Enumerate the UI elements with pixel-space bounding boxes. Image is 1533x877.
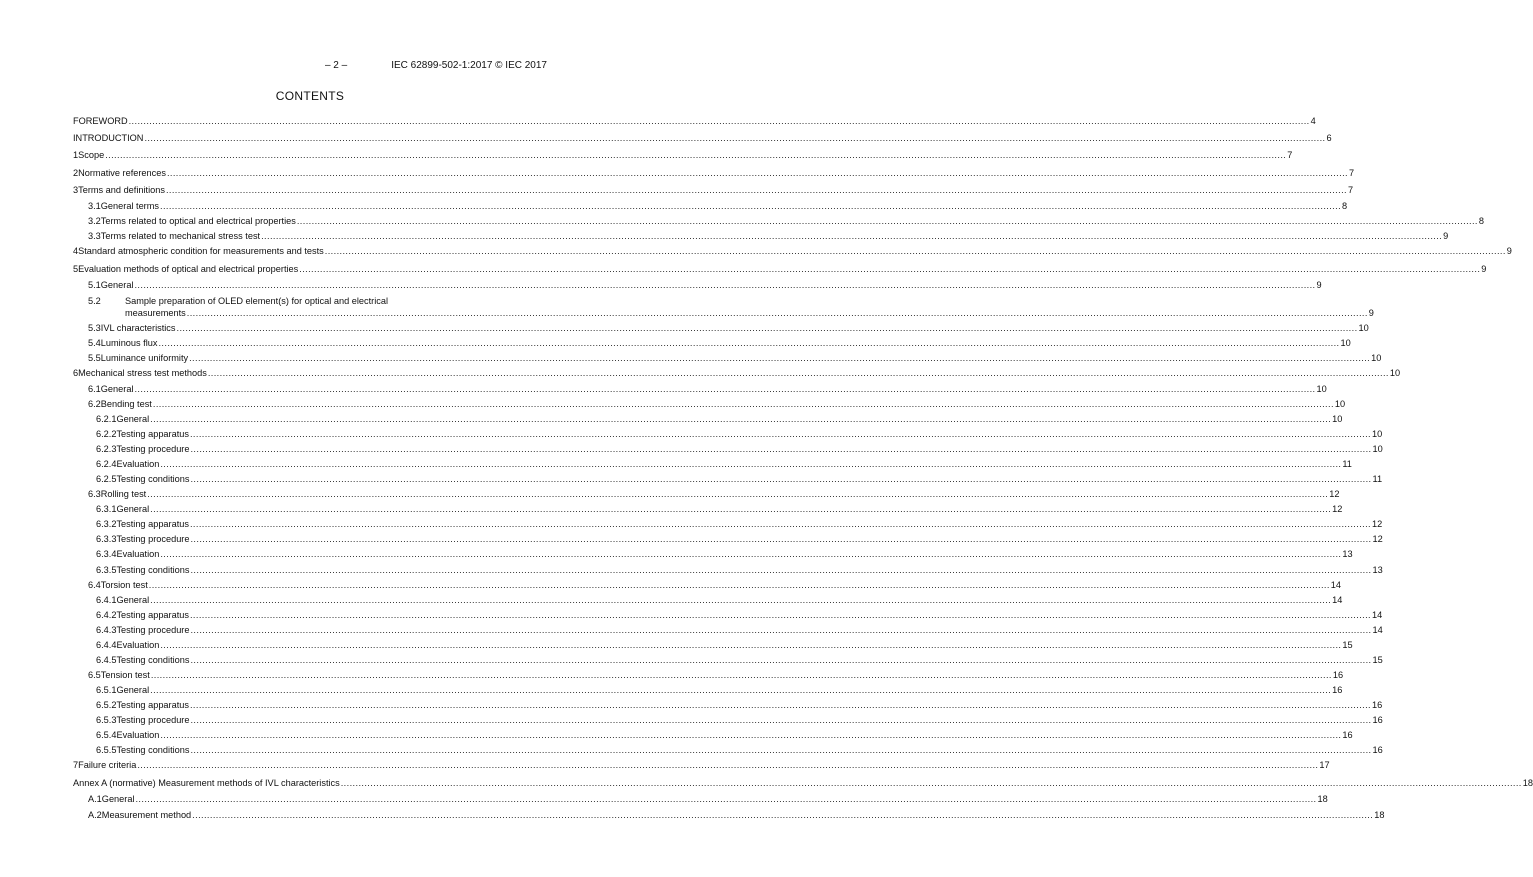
toc-entry[interactable] [73,414,1343,424]
toc-leader-dots: ................................................................................................................................................................................................................................................................................................................................................................................................................ [160,730,1342,740]
toc-entry-page: 10 [1371,353,1382,363]
toc-entry-number: 6.5.3 [96,715,117,725]
toc-entry-title: Testing conditions [116,474,190,484]
toc-entry[interactable] [73,640,1353,650]
toc-leader-dots: ................................................................................................................................................................................................................................................................................................................................................................................................................ [207,368,1389,378]
toc-entry[interactable] [73,730,1353,740]
toc-leader-dots: ................................................................................................................................................................................................................................................................................................................................................................................................................ [261,231,1443,241]
toc-entry-title: Testing procedure [116,715,190,725]
toc-entry-title: General terms [100,201,159,211]
toc-entry-title: Testing procedure [116,625,190,635]
toc-leader-dots: ................................................................................................................................................................................................................................................................................................................................................................................................................ [150,670,1332,680]
toc-entry-number: 6.2.5 [96,474,117,484]
toc-entry[interactable] [73,368,1401,378]
toc-entry[interactable] [73,760,1330,770]
toc-leader-dots: ................................................................................................................................................................................................................................................................................................................................................................................................................ [190,444,1372,454]
toc-entry-page: 15 [1372,655,1383,665]
toc-entry[interactable] [73,519,1383,529]
toc-leader-dots: ................................................................................................................................................................................................................................................................................................................................................................................................................ [165,185,1347,195]
toc-entry-number: 6.3 [88,489,101,499]
toc-entry-number: 5.4 [88,338,101,348]
toc-entry-title: Testing apparatus [116,700,189,710]
toc-entry-title: Tension test [100,670,150,680]
toc-entry-page: 6 [1326,133,1332,143]
toc-entry-title: Torsion test [100,580,148,590]
toc-entry-page: 7 [1347,185,1354,195]
toc-entry-title: Evaluation [116,730,160,740]
toc-entry-number: 6.5.2 [96,700,117,710]
toc-entry[interactable] [73,280,1322,290]
toc-entry-page: 11 [1342,459,1352,469]
toc-entry-page: 9 [1481,264,1487,274]
toc-entry-title: General [116,504,150,514]
toc-leader-dots: ................................................................................................................................................................................................................................................................................................................................................................................................................ [148,580,1330,590]
toc-entry-number: 7 [73,760,79,770]
toc-entry-number: 6 [73,368,79,378]
toc-entry-page: 8 [1478,216,1485,226]
toc-entry-title: Annex A (normative) Measurement methods of IVL characteristics [73,778,340,788]
toc-entry-page: 18 [1522,778,1533,788]
page-header [325,60,547,71]
toc-entry-page: 15 [1342,640,1353,650]
toc-entry-page: 9 [1316,280,1322,290]
toc-entry[interactable] [73,384,1327,394]
toc-entry-number: 6.4.4 [96,640,117,650]
toc-leader-dots: ................................................................................................................................................................................................................................................................................................................................................................................................................ [150,685,1332,695]
toc-entry-title: Rolling test [100,489,147,499]
toc-entry-page: 14 [1372,625,1383,635]
toc-entry-page: 12 [1372,534,1383,544]
toc-leader-dots: ................................................................................................................................................................................................................................................................................................................................................................................................................ [135,794,1317,804]
toc-entry[interactable] [73,745,1383,755]
toc-entry-title: General [101,794,135,804]
toc-entry[interactable] [73,610,1383,620]
toc-entry-page: 17 [1319,760,1330,770]
toc-entry[interactable] [73,150,1293,160]
toc-leader-dots: ................................................................................................................................................................................................................................................................................................................................................................................................................ [137,760,1319,770]
toc-entry-page: 14 [1330,580,1342,590]
toc-leader-dots: ................................................................................................................................................................................................................................................................................................................................................................................................................ [105,150,1287,160]
contents-heading: CONTENTS [275,89,345,103]
toc-entry-page: 10 [1372,444,1383,454]
toc-entry-title: Luminance uniformity [100,353,189,363]
toc-entry-number: 3.1 [88,201,101,211]
toc-entry[interactable] [73,580,1342,590]
toc-entry[interactable] [73,264,1487,274]
toc-entry-number: 3.2 [88,216,101,226]
toc-entry-title-continued: measurements [125,308,186,318]
toc-entry-title: Terms related to mechanical stress test [100,231,261,241]
toc-entry-number: 5.1 [88,280,101,290]
toc-entry-page: 9 [1506,246,1512,256]
toc-entry-title: Testing apparatus [116,610,189,620]
toc-leader-dots: ................................................................................................................................................................................................................................................................................................................................................................................................................ [190,565,1372,575]
toc-entry[interactable] [73,429,1383,439]
toc-entry[interactable] [73,201,1348,211]
toc-entry-page: 10 [1358,323,1369,333]
toc-entry[interactable] [73,810,1385,820]
toc-entry-page: 8 [1342,201,1348,211]
toc-entry-title: Mechanical stress test methods [78,368,207,378]
toc-entry-number: 6.4.2 [96,610,117,620]
toc-entry-title: Measurement method [101,810,192,820]
toc-entry-title: Normative references [78,168,166,178]
toc-entry[interactable] [73,353,1382,363]
toc-leader-dots: ................................................................................................................................................................................................................................................................................................................................................................................................................ [166,168,1348,178]
toc-entry[interactable] [73,670,1344,680]
toc-leader-dots: ................................................................................................................................................................................................................................................................................................................................................................................................................ [152,399,1334,409]
toc-leader-dots: ................................................................................................................................................................................................................................................................................................................................................................................................................ [324,246,1506,256]
toc-entry[interactable] [73,700,1383,710]
toc-leader-dots: ................................................................................................................................................................................................................................................................................................................................................................................................................ [160,549,1342,559]
toc-entry-title: Evaluation [116,640,160,650]
toc-entry-number: 6.3.5 [96,565,117,575]
toc-entry-title: IVL characteristics [100,323,176,333]
toc-entry-number: 3 [73,185,79,195]
toc-entry[interactable] [73,116,1316,126]
toc-entry[interactable] [73,794,1328,804]
toc-entry[interactable] [73,715,1383,725]
toc-entry-number: 6.3.2 [96,519,117,529]
toc-entry-number: 6.5.4 [96,730,117,740]
toc-entry-title: Bending test [100,399,152,409]
toc-entry[interactable] [73,504,1343,514]
toc-entry[interactable] [73,778,1533,788]
page-number: – 2 – [324,60,348,71]
toc-entry[interactable] [73,625,1383,635]
toc-entry-title: Testing procedure [116,534,190,544]
toc-leader-dots: ................................................................................................................................................................................................................................................................................................................................................................................................................ [299,264,1481,274]
toc-entry[interactable] [73,655,1383,665]
toc-leader-dots: ................................................................................................................................................................................................................................................................................................................................................................................................................ [190,534,1372,544]
toc-entry-page: 16 [1372,700,1383,710]
toc-leader-dots: ................................................................................................................................................................................................................................................................................................................................................................................................................ [150,414,1332,424]
toc-leader-dots: ................................................................................................................................................................................................................................................................................................................................................................................................................ [160,640,1342,650]
toc-entry-number: 6.1 [88,384,101,394]
toc-leader-dots: ................................................................................................................................................................................................................................................................................................................................................................................................................ [340,778,1522,788]
toc-entry-number: 5.3 [88,323,101,333]
toc-leader-dots: ................................................................................................................................................................................................................................................................................................................................................................................................................ [150,504,1332,514]
toc-leader-dots: ................................................................................................................................................................................................................................................................................................................................................................................................................ [176,323,1358,333]
toc-entry-title: Evaluation methods of optical and electrical properties [78,264,299,274]
toc-leader-dots: ................................................................................................................................................................................................................................................................................................................................................................................................................ [189,429,1371,439]
toc-entry-title: Testing apparatus [116,429,189,439]
toc-entry[interactable] [73,444,1383,454]
toc-entry[interactable] [73,246,1512,256]
toc-entry-page: 14 [1332,595,1343,605]
toc-entry-page: 10 [1334,399,1346,409]
toc-leader-dots: ................................................................................................................................................................................................................................................................................................................................................................................................................ [190,474,1372,484]
toc-leader-dots: ................................................................................................................................................................................................................................................................................................................................................................................................................ [189,700,1371,710]
toc-leader-dots: ................................................................................................................................................................................................................................................................................................................................................................................................................ [150,595,1332,605]
toc-leader-dots: ................................................................................................................................................................................................................................................................................................................................................................................................................ [190,625,1372,635]
toc-entry[interactable] [73,133,1332,143]
toc-entry[interactable] [73,399,1346,409]
toc-entry-page: 16 [1372,745,1383,755]
toc-entry-number: 3.3 [88,231,101,241]
toc-entry-title: Scope [78,150,105,160]
toc-entry-title: Failure criteria [78,760,137,770]
toc-entry[interactable] [73,185,1354,195]
toc-entry[interactable] [73,685,1343,695]
toc-entry-title: Testing conditions [116,745,190,755]
toc-entry-page: 16 [1332,685,1343,695]
toc-entry-page: 10 [1340,338,1351,348]
toc-entry-title: Evaluation [116,549,160,559]
toc-leader-dots: ................................................................................................................................................................................................................................................................................................................................................................................................................ [160,459,1342,469]
toc-entry-number: 2 [73,168,79,178]
toc-entry[interactable] [73,231,1449,241]
toc-entry-title: Terms related to optical and electrical properties [100,216,296,226]
toc-entry-number: 6.4.3 [96,625,117,635]
toc-entry[interactable] [73,595,1343,605]
toc-entry-title: General [116,414,150,424]
toc-entry-title: INTRODUCTION [73,133,144,143]
toc-entry-title: FOREWORD [73,116,128,126]
toc-entry-number: 4 [73,246,79,256]
toc-entry-page: 16 [1332,670,1344,680]
toc-leader-dots: ................................................................................................................................................................................................................................................................................................................................................................................................................ [128,116,1310,126]
toc-leader-dots: ................................................................................................................................................................................................................................................................................................................................................................................................................ [134,280,1316,290]
toc-entry-title: Testing conditions [116,565,190,575]
toc-entry-title: General [100,280,134,290]
toc-entry-page: 11 [1372,474,1383,484]
toc-entry-page: 13 [1342,549,1353,559]
toc-entry-number: A.2 [88,810,102,820]
toc-entry-page: 16 [1372,715,1383,725]
toc-entry-page: 7 [1348,168,1355,178]
toc-entry[interactable] [73,474,1383,484]
toc-entry-page: 18 [1374,810,1385,820]
toc-entry-page: 9 [1368,308,1374,318]
toc-entry-page: 12 [1329,489,1340,499]
toc-leader-dots: ................................................................................................................................................................................................................................................................................................................................................................................................................ [190,745,1372,755]
toc-entry-number: A.1 [88,794,102,804]
toc-entry[interactable] [73,565,1383,575]
toc-entry-number: 6.3.3 [96,534,117,544]
toc-entry-title: Terms and definitions [78,185,165,195]
toc-entry-number: 6.2.2 [96,429,117,439]
toc-entry-number: 6.5.1 [96,685,117,695]
toc-entry-page: 14 [1372,610,1383,620]
toc-entry-number: 5.5 [88,353,101,363]
toc-entry-number: 6.4.1 [96,595,117,605]
toc-entry-title: Luminous flux [100,338,158,348]
toc-leader-dots: ................................................................................................................................................................................................................................................................................................................................................................................................................ [160,201,1342,211]
toc-entry-number: 6.4 [88,580,101,590]
toc-leader-dots: ................................................................................................................................................................................................................................................................................................................................................................................................................ [147,489,1329,499]
toc-entry-page: 12 [1372,519,1383,529]
toc-entry-number: 6.2 [88,399,101,409]
toc-entry-page: 18 [1317,794,1328,804]
toc-entry-number: 6.5.5 [96,745,117,755]
toc-entry-title: General [116,595,150,605]
toc-entry-page: 10 [1332,414,1343,424]
toc-entry-number: 6.4.5 [96,655,117,665]
toc-entry-number: 6.3.1 [96,504,117,514]
toc-entry-title: Testing procedure [116,444,190,454]
toc-leader-dots: ................................................................................................................................................................................................................................................................................................................................................................................................................ [189,610,1371,620]
toc-entry-number: 5.2 [88,296,101,306]
toc-entry-number: 6.3.4 [96,549,117,559]
toc-entry[interactable] [73,459,1352,469]
toc-entry-title: Standard atmospheric condition for measurements and tests [78,246,324,256]
toc-entry-number: 1 [73,150,79,160]
toc-entry-page: 7 [1287,150,1293,160]
toc-entry-title: Evaluation [116,459,160,469]
toc-leader-dots: ................................................................................................................................................................................................................................................................................................................................................................................................................ [296,216,1478,226]
toc-entry-number: 6.2.1 [96,414,117,424]
toc-leader-dots: ................................................................................................................................................................................................................................................................................................................................................................................................................ [192,810,1374,820]
toc-entry-page: 10 [1389,368,1401,378]
toc-entry-title: Testing apparatus [116,519,189,529]
toc-entry-number: 6.2.3 [96,444,117,454]
toc-entry-page: 16 [1342,730,1353,740]
toc-entry-number: 6.2.4 [96,459,117,469]
toc-entry-title: Testing conditions [116,655,190,665]
toc-leader-dots: ................................................................................................................................................................................................................................................................................................................................................................................................................ [189,353,1371,363]
toc-entry-number: 6.5 [88,670,101,680]
toc-leader-dots: ................................................................................................................................................................................................................................................................................................................................................................................................................ [190,715,1372,725]
toc-entry-page: 10 [1316,384,1327,394]
toc-entry[interactable] [73,295,1374,319]
toc-entry[interactable] [73,489,1340,499]
toc-leader-dots: ................................................................................................................................................................................................................................................................................................................................................................................................................ [134,384,1316,394]
toc-entry-page: 9 [1443,231,1449,241]
toc-entry-number: 5 [73,264,79,274]
toc-entry[interactable] [73,168,1355,178]
toc-entry[interactable] [73,549,1353,559]
toc-entry-title: Sample preparation of OLED element(s) for optical and electrical [125,296,388,306]
toc-entry-page: 10 [1372,429,1383,439]
toc-leader-dots: ................................................................................................................................................................................................................................................................................................................................................................................................................ [190,655,1372,665]
standard-designation: IEC 62899-502-1:2017 © IEC 2017 [391,60,547,71]
toc-leader-dots: ................................................................................................................................................................................................................................................................................................................................................................................................................ [189,519,1371,529]
toc-entry-title: General [116,685,150,695]
toc-entry[interactable] [73,338,1351,348]
toc-leader-dots: ................................................................................................................................................................................................................................................................................................................................................................................................................ [144,133,1326,143]
toc-entry[interactable] [73,323,1369,333]
toc-entry-title: General [100,384,134,394]
toc-entry-page: 12 [1332,504,1343,514]
toc-entry[interactable] [73,534,1383,544]
toc-leader-dots: ................................................................................................................................................................................................................................................................................................................................................................................................................ [186,308,1368,318]
toc-entry[interactable] [73,216,1485,226]
toc-leader-dots: ................................................................................................................................................................................................................................................................................................................................................................................................................ [158,338,1340,348]
toc-entry-page: 13 [1372,565,1383,575]
toc-entry-page: 4 [1310,116,1316,126]
